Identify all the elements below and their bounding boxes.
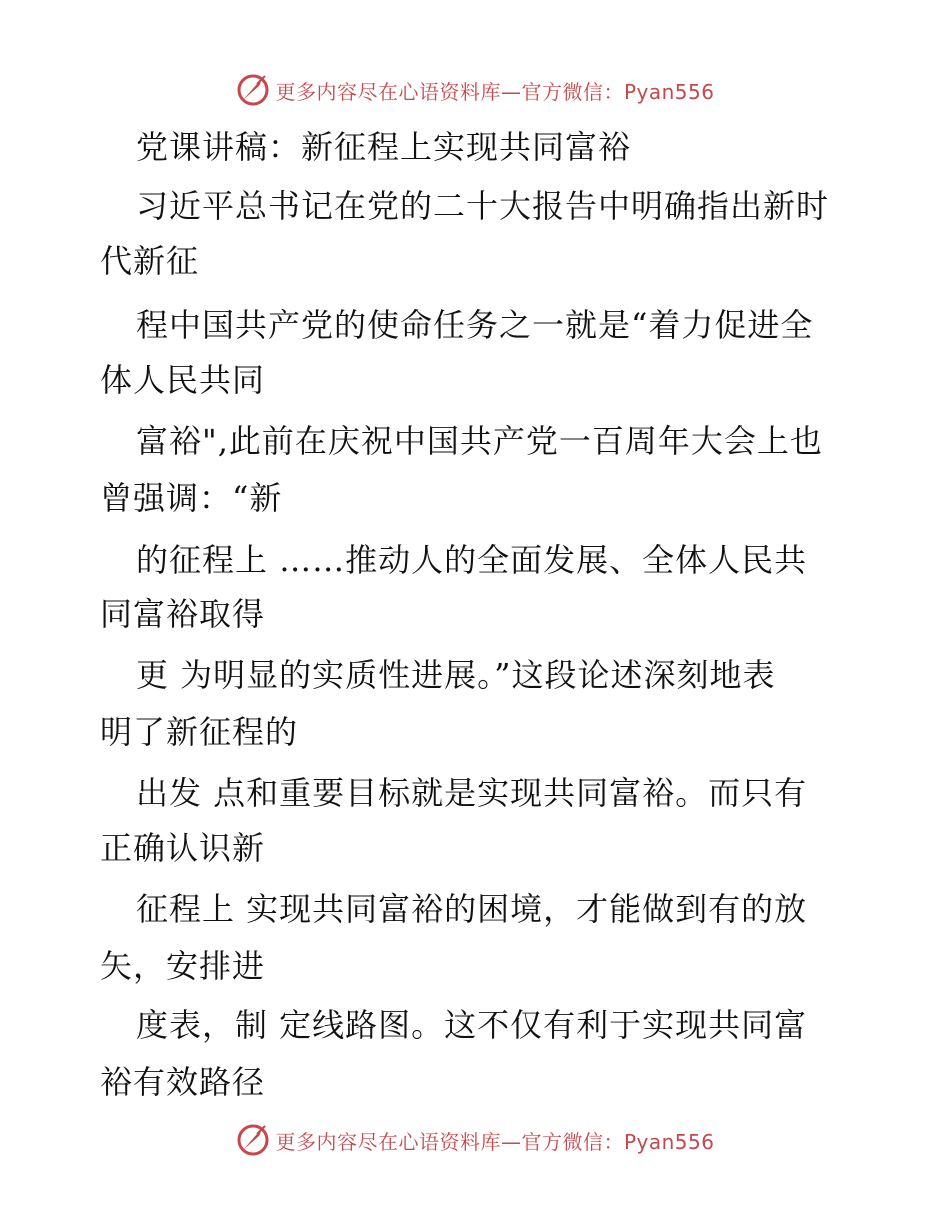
paragraph-line: 体人民共同 (100, 361, 266, 399)
paragraph-line: 明了新征程的 (100, 713, 299, 751)
paragraph-line: 度表，制 定线路图。这不仅有利于实现共同富 (136, 1006, 808, 1044)
watermark-text: 更多内容尽在心语资料库—官方微信：Pyan556 (275, 79, 715, 104)
paragraph-line: 正确认识新 (100, 829, 266, 867)
paragraph-line: 富裕",此前在庆祝中国共产党一百周年大会上也 (136, 422, 823, 460)
paragraph-line: 同富裕取得 (100, 595, 266, 633)
paragraph-line: 程中国共产党的使命任务之一就是“着力促进全 (136, 306, 814, 344)
paragraph-line: 裕有效路径 (100, 1063, 266, 1101)
paragraph-line: 出发 点和重要目标就是实现共同富裕。而只有 (136, 774, 808, 812)
paragraph-line: 征程上 实现共同富裕的困境，才能做到有的放 (136, 890, 808, 928)
paragraph-line: 更 为明显的实质性进展。”这段论述深刻地表 (136, 656, 776, 694)
header-watermark (0, 70, 950, 110)
footer-watermark (0, 1120, 950, 1160)
paragraph-line: 习近平总书记在党的二十大报告中明确指出新时 (136, 187, 830, 225)
paragraph-line: 代新征 (100, 242, 200, 280)
watermark-text: 更多内容尽在心语资料库—官方微信：Pyan556 (275, 1129, 715, 1154)
paragraph-line: 曾强调：“新 (100, 479, 283, 517)
quill-logo-icon (235, 1122, 271, 1158)
paragraph-line: 的征程上 ……推动人的全面发展、全体人民共 (136, 541, 808, 579)
document-title: 党课讲稿：新征程上实现共同富裕 (136, 128, 632, 166)
paragraph-line: 矢，安排进 (100, 947, 266, 985)
quill-logo-icon (235, 72, 271, 108)
